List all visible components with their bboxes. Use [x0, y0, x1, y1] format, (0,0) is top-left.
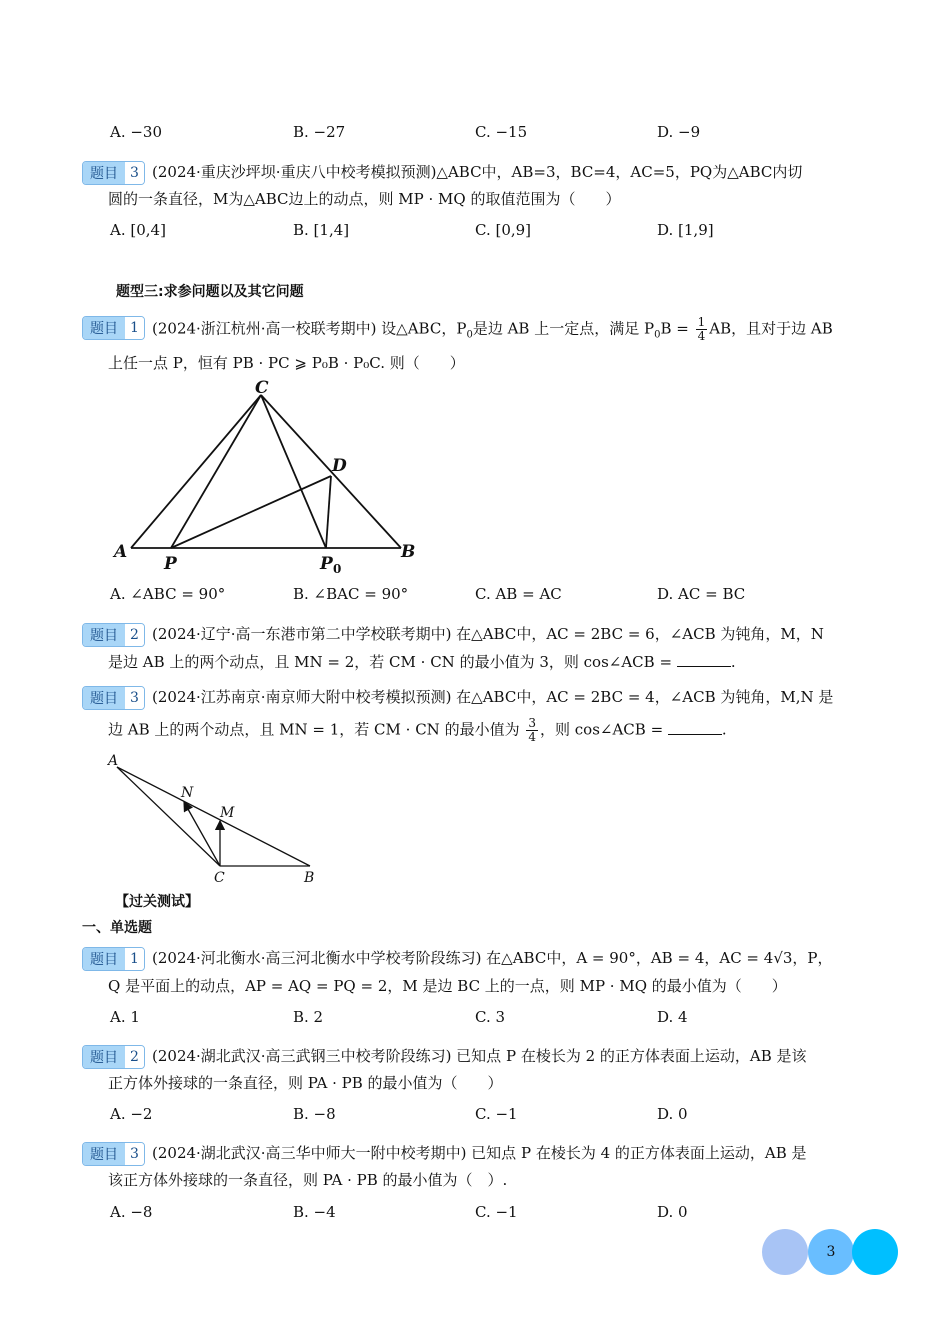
segment-pc — [171, 395, 261, 548]
option-a[interactable]: A. 1 — [110, 1008, 140, 1026]
question-text-line1: (2024·重庆沙坪坝·重庆八中校考模拟预测)△ABC中，AB=3，BC=4，AC=5，PQ为△ABC内切 — [152, 163, 803, 181]
option-d[interactable]: D. AC = BC — [657, 585, 746, 603]
option-b[interactable]: B. [1,4] — [293, 221, 350, 239]
option-a[interactable]: A. −8 — [110, 1203, 153, 1221]
label-p: P — [164, 554, 177, 574]
question-tag-number: 2 — [125, 624, 144, 646]
page-circle-right — [852, 1229, 898, 1275]
subscript: 0 — [654, 329, 661, 341]
answer-blank[interactable] — [677, 652, 731, 667]
option-b[interactable]: B. 2 — [293, 1008, 324, 1026]
option-b[interactable]: B. ∠BAC = 90° — [293, 585, 409, 603]
question-tag — [82, 686, 145, 710]
option-b[interactable]: B. −27 — [293, 123, 346, 141]
option-c[interactable]: C. −1 — [475, 1203, 518, 1221]
label-p0-sub: 0 — [333, 562, 342, 575]
edge-ac — [131, 395, 261, 548]
question-text-line2: 正方体外接球的一条直径，则 PA · PB 的最小值为（ ） — [108, 1074, 503, 1092]
question-tag-label: 题目 — [83, 162, 125, 184]
question-tag — [82, 623, 145, 647]
triangle-figure — [100, 375, 430, 575]
question-tag — [82, 316, 145, 340]
fraction-denominator: 4 — [697, 329, 706, 343]
question-tag-label: 题目 — [83, 948, 125, 970]
question-options — [110, 1103, 850, 1125]
text-seg: 是边 AB 上的两个动点，且 MN = 2，若 CM · CN 的最小值为 3，则 cos∠ACB = — [108, 653, 673, 671]
subscript: 0 — [466, 329, 473, 341]
text-seg: . — [730, 653, 736, 671]
test-subtitle: 一、单选题 — [82, 920, 152, 936]
label-a: A — [114, 542, 128, 562]
edge-cb — [261, 395, 401, 548]
question-text-line1 — [152, 316, 833, 347]
question-text-line1: (2024·湖北武汉·高三华中师大一附中校考期中) 已知点 P 在棱长为 4 的正方体表面上运动，AB 是 — [152, 1144, 807, 1162]
question-tag-label: 题目 — [83, 1143, 125, 1165]
question-text-line1: (2024·河北衡水·高三河北衡水中学校考阶段练习) 在△ABC中，A = 90°，AB = 4，AC = 4√3，P， — [152, 949, 833, 967]
question-tag-label: 题目 — [83, 1046, 125, 1068]
question-tag-label: 题目 — [83, 317, 125, 339]
answer-blank[interactable] — [668, 720, 722, 735]
vector-cn — [184, 802, 220, 866]
option-d[interactable]: D. 4 — [657, 1008, 688, 1026]
question-text-line1: (2024·湖北武汉·高三武钢三中校考阶段练习) 已知点 P 在棱长为 2 的正方体表面上运动，AB 是该 — [152, 1047, 807, 1065]
option-d[interactable]: D. 0 — [657, 1105, 688, 1123]
question-tag-label: 题目 — [83, 624, 125, 646]
text-seg: 是边 AB 上一定点，满足 P — [472, 319, 655, 338]
question-tag-number: 3 — [125, 687, 144, 709]
prev-options — [110, 121, 850, 143]
question-options — [110, 1006, 850, 1028]
question-tag-label: 题目 — [83, 687, 125, 709]
text-seg: B = — [660, 319, 689, 338]
fraction — [696, 316, 708, 343]
option-a[interactable]: A. ∠ABC = 90° — [110, 585, 226, 603]
question-tag — [82, 947, 145, 971]
option-d[interactable]: D. −9 — [657, 123, 701, 141]
question-text-line2 — [108, 651, 736, 673]
edge-ac — [117, 767, 220, 866]
label-b: B — [304, 870, 315, 886]
label-c: C — [255, 378, 269, 398]
question-tag-number: 3 — [125, 1143, 144, 1165]
label-m: M — [220, 805, 235, 821]
option-a[interactable]: A. −2 — [110, 1105, 153, 1123]
option-d[interactable]: D. [1,9] — [657, 221, 714, 239]
question-text-line2: 圆的一条直径，M为△ABC边上的动点，则 MP · MQ 的取值范围为（ ） — [108, 190, 621, 208]
question-tag — [82, 1045, 145, 1069]
question-tag — [82, 161, 145, 185]
page-number: 3 — [826, 1244, 836, 1260]
question-options — [110, 219, 850, 241]
label-a: A — [108, 753, 119, 769]
fraction-numerator: 3 — [528, 716, 536, 730]
fraction-numerator: 1 — [697, 315, 706, 329]
question-text-line1: (2024·辽宁·高一东港市第二中学校联考期中) 在△ABC中，AC = 2BC = 6，∠ACB 为钝角，M，N — [152, 625, 824, 643]
option-c[interactable]: C. −15 — [475, 123, 528, 141]
test-title: 【过关测试】 — [115, 894, 199, 910]
text-seg: (2024·浙江杭州·高一校联考期中) 设△ABC，P — [152, 319, 467, 338]
option-a[interactable]: A. [0,4] — [110, 221, 166, 239]
section-title: 题型三:求参问题以及其它问题 — [116, 284, 304, 300]
text-seg: AB，且对于边 AB — [709, 319, 833, 338]
question-text-line2 — [108, 717, 727, 744]
option-c[interactable]: C. [0,9] — [475, 221, 532, 239]
question-text-line2: 该正方体外接球的一条直径，则 PA · PB 的最小值为（ ）. — [108, 1171, 508, 1189]
option-b[interactable]: B. −8 — [293, 1105, 336, 1123]
fraction — [526, 717, 538, 744]
option-c[interactable]: C. −1 — [475, 1105, 518, 1123]
question-options — [110, 1201, 850, 1223]
segment-pd — [171, 476, 331, 548]
question-options — [110, 583, 850, 605]
vector-figure — [100, 750, 330, 890]
question-text-line1: (2024·江苏南京·南京师大附中校考模拟预测) 在△ABC中，AC = 2BC = 4，∠ACB 为钝角，M,N 是 — [152, 688, 834, 706]
question-text-line2: 上任一点 P，恒有 PB · PC ⩾ P₀B · P₀C. 则（ ） — [108, 354, 465, 372]
text-seg: . — [721, 720, 727, 739]
label-d: D — [332, 456, 347, 476]
question-tag-number: 3 — [125, 162, 144, 184]
label-c: C — [214, 870, 225, 886]
segment-cp0 — [261, 395, 326, 548]
label-n: N — [181, 785, 194, 801]
option-c[interactable]: C. AB = AC — [475, 585, 562, 603]
page-circle-left — [762, 1229, 808, 1275]
question-tag-number: 1 — [125, 317, 144, 339]
option-d[interactable]: D. 0 — [657, 1203, 688, 1221]
segment-p0d — [326, 476, 331, 548]
text-seg: 边 AB 上的两个动点，且 MN = 1，若 CM · CN 的最小值为 — [108, 720, 520, 739]
text-seg: ，则 cos∠ACB = — [540, 720, 664, 739]
question-tag — [82, 1142, 145, 1166]
question-text-line2: Q 是平面上的动点，AP = AQ = PQ = 2，M 是边 BC 上的一点，则 MP · MQ 的最小值为（ ） — [108, 977, 787, 995]
question-tag-number: 1 — [125, 948, 144, 970]
option-a[interactable]: A. −30 — [110, 123, 163, 141]
question-tag-number: 2 — [125, 1046, 144, 1068]
edge-ab — [117, 767, 310, 866]
fraction-denominator: 4 — [528, 730, 536, 744]
option-c[interactable]: C. 3 — [475, 1008, 506, 1026]
option-b[interactable]: B. −4 — [293, 1203, 336, 1221]
label-p0: P — [320, 554, 333, 574]
label-b: B — [401, 542, 416, 562]
